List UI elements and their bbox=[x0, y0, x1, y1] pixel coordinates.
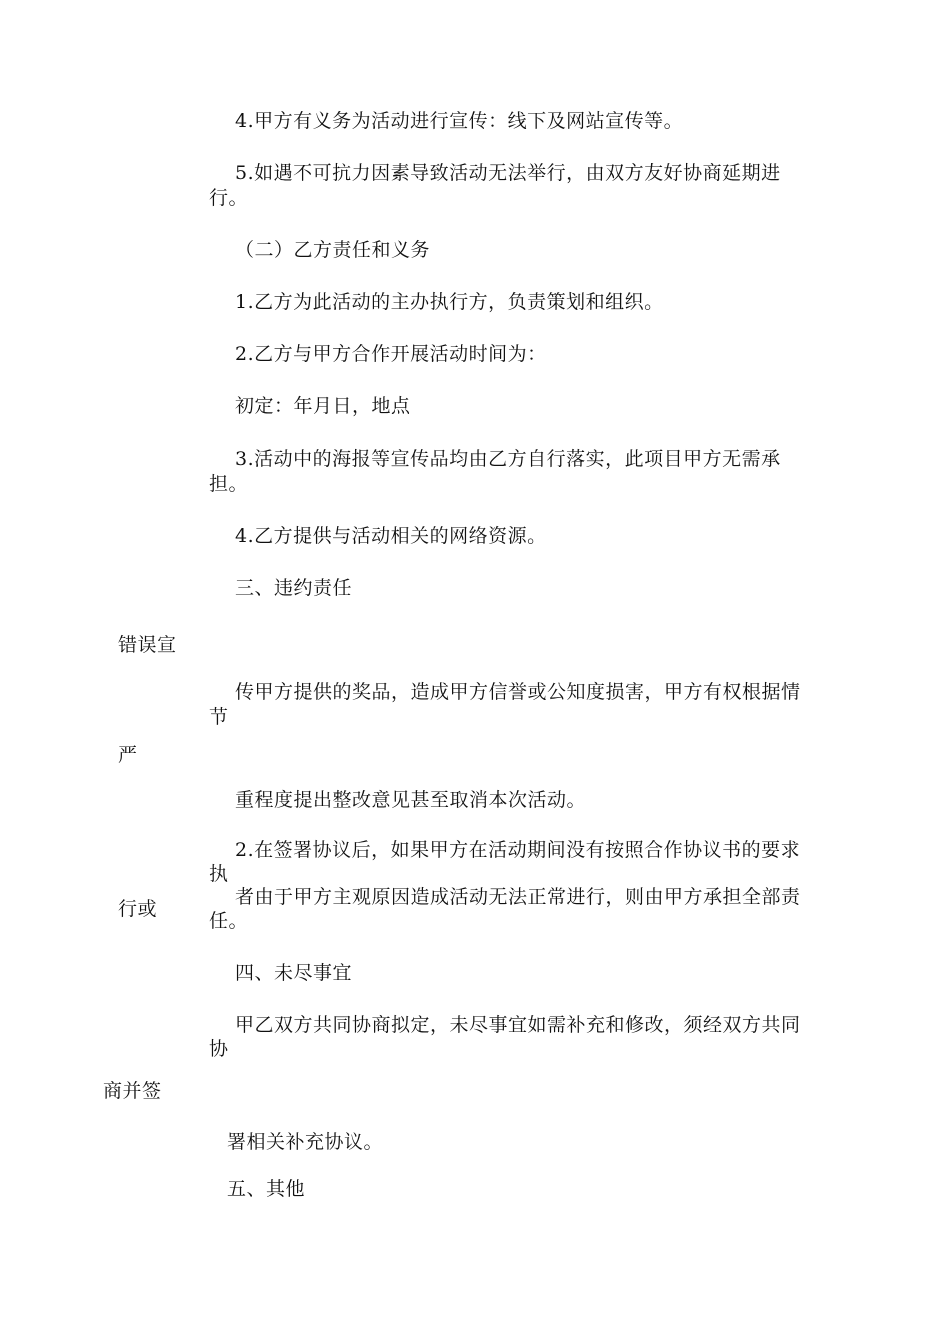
paragraph-consultation-line2: 协 bbox=[209, 1038, 229, 1060]
section-heading-unfinished-matters: 四、未尽事宜 bbox=[235, 962, 353, 984]
paragraph-yi-schedule: 2.乙方与甲方合作开展活动时间为： bbox=[235, 343, 547, 365]
paragraph-yi-organizer: 1.乙方为此活动的主办执行方，负责策划和组织。 bbox=[235, 291, 664, 313]
paragraph-jia-publicity: 4.甲方有义务为活动进行宣传：线下及网站宣传等。 bbox=[235, 110, 684, 132]
paragraph-posters-line2: 担。 bbox=[209, 473, 249, 495]
paragraph-liability-line2: 任。 bbox=[209, 910, 249, 932]
fragment-consult-and-sign: 商并签 bbox=[103, 1080, 162, 1102]
paragraph-liability-line1: 者由于甲方主观原因造成活动无法正常进行，则由甲方承担全部责 bbox=[235, 886, 801, 908]
paragraph-after-signing-line2: 执 bbox=[209, 863, 229, 885]
paragraph-force-majeure-line2: 行。 bbox=[209, 187, 249, 209]
paragraph-network-resources: 4.乙方提供与活动相关的网络资源。 bbox=[235, 525, 547, 547]
paragraph-after-signing-line1: 2.在签署协议后，如果甲方在活动期间没有按照合作协议书的要求 bbox=[235, 839, 801, 861]
section-heading-others: 五、其他 bbox=[227, 1178, 306, 1200]
fragment-execute-or: 行或 bbox=[118, 898, 158, 920]
paragraph-supplementary-agreement: 署相关补充协议。 bbox=[227, 1131, 384, 1153]
fragment-wrong-publicity: 错误宣 bbox=[118, 634, 177, 656]
paragraph-posters-line1: 3.活动中的海报等宣传品均由乙方自行落实，此项目甲方无需承 bbox=[235, 448, 781, 470]
paragraph-force-majeure-line1: 5.如遇不可抗力因素导致活动无法举行，由双方友好协商延期进 bbox=[235, 162, 781, 184]
paragraph-prizes-line1: 传甲方提供的奖品，造成甲方信誉或公知度损害，甲方有权根据情 bbox=[235, 681, 801, 703]
section-heading-yi-duties: （二）乙方责任和义务 bbox=[235, 239, 431, 261]
fragment-severe: 严 bbox=[118, 744, 138, 766]
section-heading-breach: 三、违约责任 bbox=[235, 577, 353, 599]
paragraph-date-location: 初定：年月日，地点 bbox=[235, 395, 411, 417]
paragraph-consultation-line1: 甲乙双方共同协商拟定，未尽事宜如需补充和修改，须经双方共同 bbox=[235, 1014, 801, 1036]
paragraph-prizes-line2: 节 bbox=[209, 706, 229, 728]
paragraph-rectification: 重程度提出整改意见甚至取消本次活动。 bbox=[235, 789, 587, 811]
